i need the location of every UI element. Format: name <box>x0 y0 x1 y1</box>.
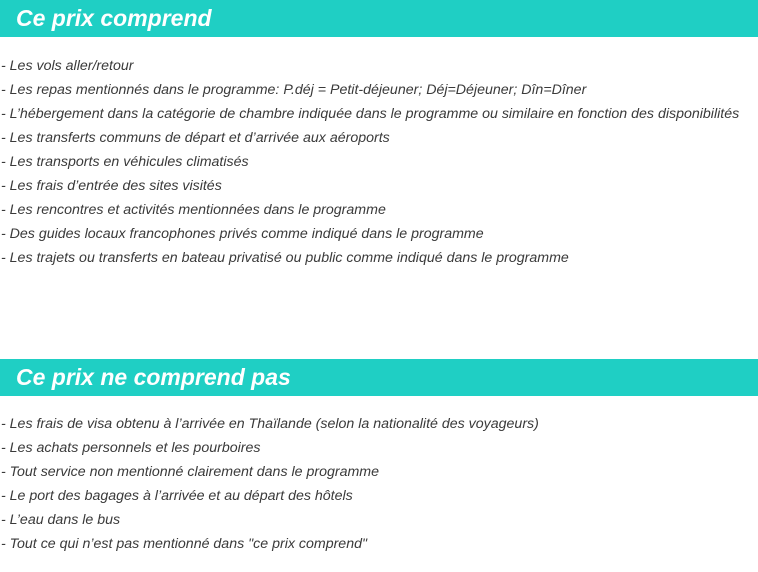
included-list <box>1 54 739 270</box>
excluded-section-title: Ce prix ne comprend pas <box>0 359 758 396</box>
list-item: - Les rencontres et activités mentionnées dans le programme <box>1 202 386 218</box>
list-item: - Les achats personnels et les pourboires <box>1 440 261 456</box>
list-item: - Les trajets ou transferts en bateau privatisé ou public comme indiqué dans le programme <box>1 250 569 266</box>
list-item: - Le port des bagages à l’arrivée et au départ des hôtels <box>1 488 353 504</box>
list-item: - Les vols aller/retour <box>1 58 134 74</box>
list-item: - Tout service non mentionné clairement dans le programme <box>1 464 379 480</box>
list-item: - L’eau dans le bus <box>1 512 121 528</box>
list-item: - Les transferts communs de départ et d’arrivée aux aéroports <box>1 130 390 146</box>
excluded-list <box>1 412 539 556</box>
list-item: - Tout ce qui n’est pas mentionné dans "ce prix comprend" <box>1 536 368 552</box>
list-item: - Les transports en véhicules climatisés <box>1 154 249 170</box>
list-item: - Les repas mentionnés dans le programme: P.déj = Petit-déjeuner; Déj=Déjeuner; Dîn=Dîner <box>1 82 587 98</box>
list-item: - Les frais de visa obtenu à l’arrivée en Thaïlande (selon la nationalité des voyageurs) <box>1 416 539 432</box>
list-item: - Des guides locaux francophones privés comme indiqué dans le programme <box>1 226 484 242</box>
list-item: - L’hébergement dans la catégorie de chambre indiquée dans le programme ou similaire en fonction des disponibilités <box>1 106 740 122</box>
included-section-title: Ce prix comprend <box>0 0 758 37</box>
list-item: - Les frais d’entrée des sites visités <box>1 178 222 194</box>
